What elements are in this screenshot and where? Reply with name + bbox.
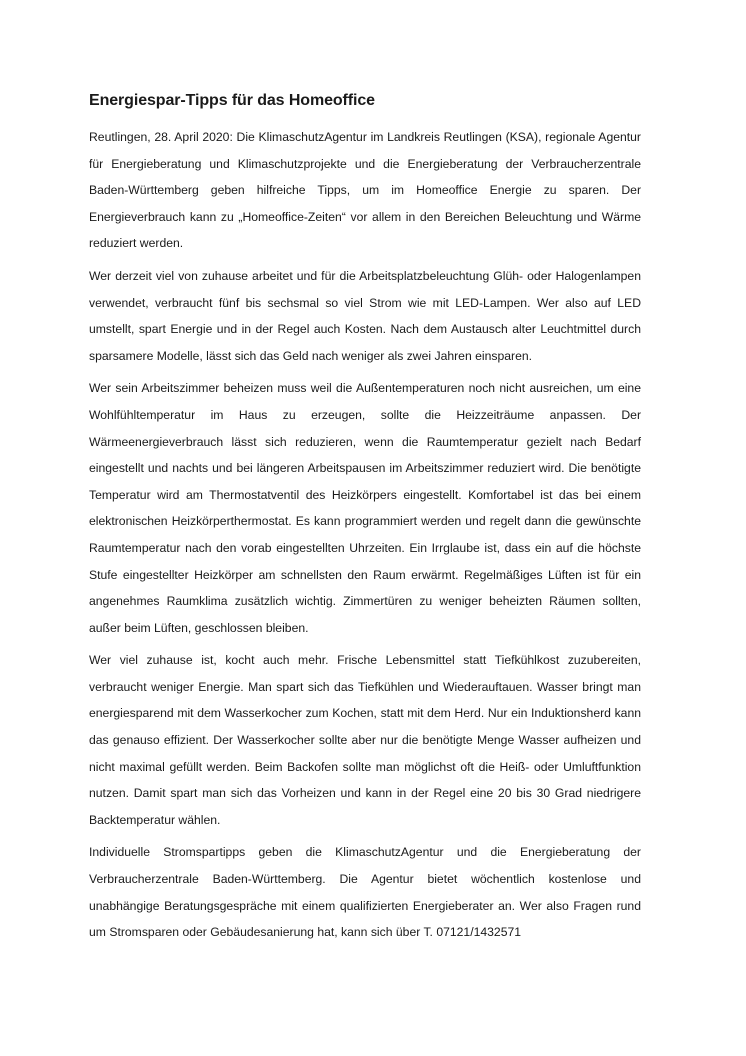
- paragraph-lighting: Wer derzeit viel von zuhause arbeitet und für die Arbeitsplatzbeleuchtung Glüh- oder Halogenlampen verwendet, verbraucht fünf bis sechsmal so viel Strom wie mit LED-Lampen. Wer also auf LED umstellt, spart Energie und in der Regel auch Kosten. Nach dem Austausch alter Leuchtmittel durch sparsamere Modelle, lässt sich das Geld nach weniger als zwei Jahren einsparen.: [89, 268, 641, 363]
- paragraph-cooking: Wer viel zuhause ist, kocht auch mehr. Frische Lebensmittel statt Tiefkühlkost zuzubereiten, verbraucht weniger Energie. Man spart sich das Tiefkühlen und Wiederauftauen. Wasser bringt man energiesparend mit dem Wasserkocher zum Kochen, statt mit dem Herd. Nur ein Induktionsherd kann das genauso effizient. Der Wasserkocher sollte aber nur die benötigte Menge Wasser aufheizen und nicht maximal gefüllt werden. Beim Backofen sollte man möglichst oft die Heiß- oder Umluftfunktion nutzen. Damit spart man sich das Vorheizen und kann in der Regel eine 20 bis 30 Grad niedrigere Backtemperatur wählen.: [89, 653, 641, 827]
- paragraph-consulting: Individuelle Stromspartipps geben die KlimaschutzAgentur und die Energieberatung der Verbraucherzentrale Baden-Württemberg. Die Agentur bietet wöchentlich kostenlose und unabhängige Beratungsgespräche mit einem qualifizierten Energieberater an. Wer also Fragen rund um Stromsparen oder Gebäudesanierung hat, kann sich über T. 07121/1432571: [89, 845, 641, 940]
- paragraph-intro: Reutlingen, 28. April 2020: Die KlimaschutzAgentur im Landkreis Reutlingen (KSA), regionale Agentur für Energieberatung und Klimaschutzprojekte und die Energieberatung der Verbraucherzentrale Baden-Württemberg geben hilfreiche Tipps, um im Homeoffice Energie zu sparen. Der Energieverbrauch kann zu „Homeoffice-Zeiten“ vor allem in den Bereichen Beleuchtung und Wärme reduziert werden.: [89, 130, 641, 251]
- page-title: Energiespar-Tipps für das Homeoffice: [89, 92, 375, 109]
- paragraph-heating: Wer sein Arbeitszimmer beheizen muss weil die Außentemperaturen noch nicht ausreichen, um eine Wohlfühltemperatur im Haus zu erzeugen, sollte die Heizzeiträume anpassen. Der Wärmeenergieverbrauch lässt sich reduzieren, wenn die Raumtemperatur gezielt nach Bedarf eingestellt und nachts und bei längeren Arbeitspausen im Arbeitszimmer reduziert wird. Die benötigte Temperatur wird am Thermostatventil des Heizkörpers eingestellt. Komfortabel ist das bei einem elektronischen Heizkörperthermostat. Es kann programmiert werden und regelt dann die gewünschte Raumtemperatur nach den vorab eingestellten Uhrzeiten. Ein Irrglaube ist, dass ein auf die höchste Stufe eingestellter Heizkörper am schnellsten den Raum erwärmt. Regelmäßiges Lüften ist für ein angenehmes Raumklima zusätzlich wichtig. Zimmertüren zu weniger beheizten Räumen sollten, außer beim Lüften, geschlossen bleiben.: [89, 381, 641, 635]
